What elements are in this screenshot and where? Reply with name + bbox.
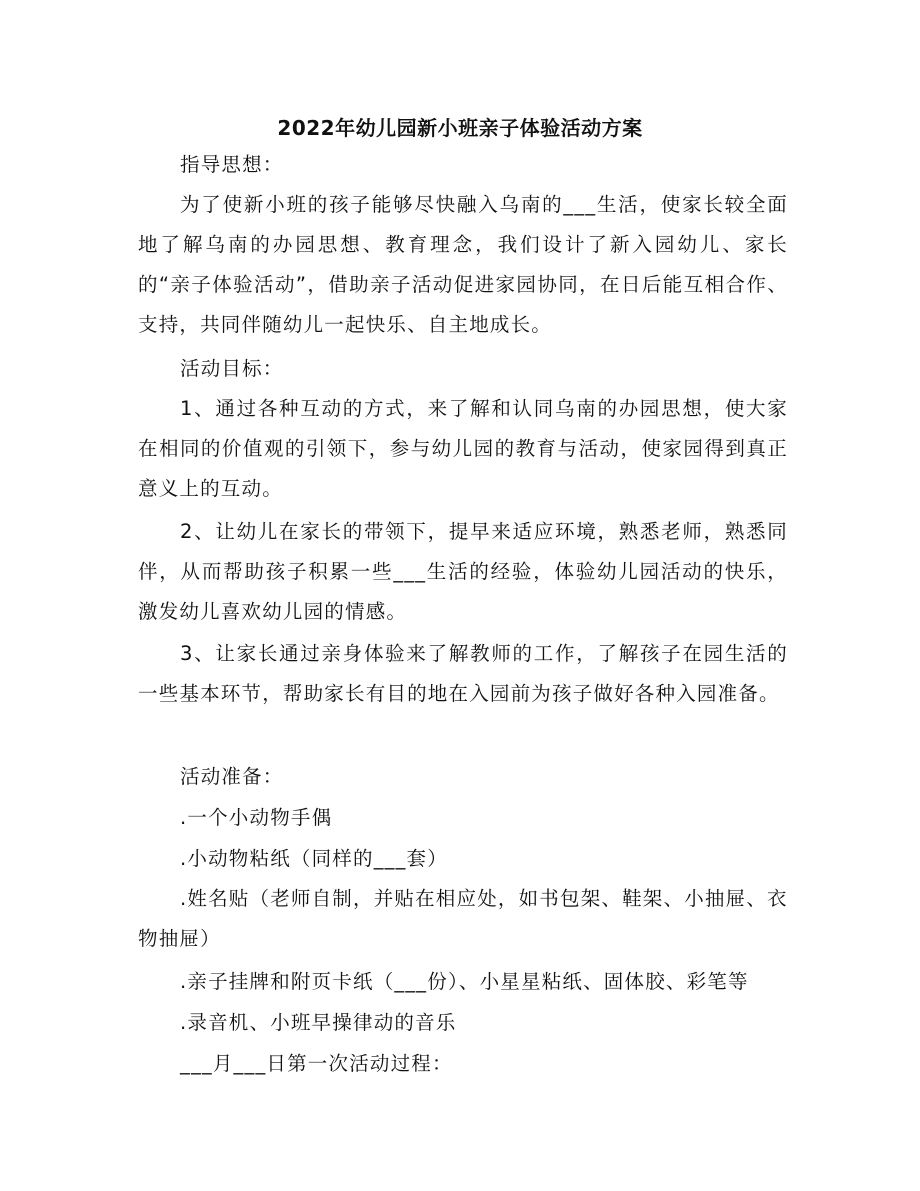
prep-item: .一个小动物手偶 bbox=[180, 806, 333, 829]
paragraph-goal-3: 3、让家长通过亲身体验来了解教师的工作，了解孩子在园生活的一些基本环节，帮助家长有目的地在入园前为孩子做好各种入园准备。 bbox=[138, 642, 788, 705]
section-heading-process: ___月___日第一次活动过程： bbox=[180, 1052, 453, 1075]
paragraph-guiding: 为了使新小班的孩子能够尽快融入乌南的___生活，使家长较全面地了解乌南的办园思想、教育理念，我们设计了新入园幼儿、家长的“亲子体验活动”，借助亲子活动促进家园协同，在日后能互相合作、支持，共同伴随幼儿一起快乐、自主地成长。 bbox=[138, 193, 788, 336]
section-heading-guiding: 指导思想： bbox=[180, 153, 284, 176]
paragraph-goal-2: 2、让幼儿在家长的带领下，提早来适应环境，熟悉老师，熟悉同伴，从而帮助孩子积累一些___生活的经验，体验幼儿园活动的快乐，激发幼儿喜欢幼儿园的情感。 bbox=[138, 520, 788, 623]
section-heading-goals: 活动目标： bbox=[180, 357, 284, 380]
section-heading-prep: 活动准备： bbox=[180, 765, 284, 788]
prep-item: .亲子挂牌和附页卡纸（___份）、小星星粘纸、固体胶、彩笔等 bbox=[180, 970, 749, 993]
prep-item: .录音机、小班早操律动的音乐 bbox=[180, 1011, 457, 1034]
prep-item: .小动物粘纸（同样的___套） bbox=[180, 847, 448, 870]
prep-item: .姓名贴（老师自制，并贴在相应处，如书包架、鞋架、小抽屉、衣物抽屉） bbox=[138, 887, 788, 950]
paragraph-goal-1: 1、通过各种互动的方式，来了解和认同乌南的办园思想，使大家在相同的价值观的引领下，参与幼儿园的教育与活动，使家园得到真正意义上的互动。 bbox=[138, 397, 788, 500]
document-title: 2022年幼儿园新小班亲子体验活动方案 bbox=[277, 116, 643, 140]
